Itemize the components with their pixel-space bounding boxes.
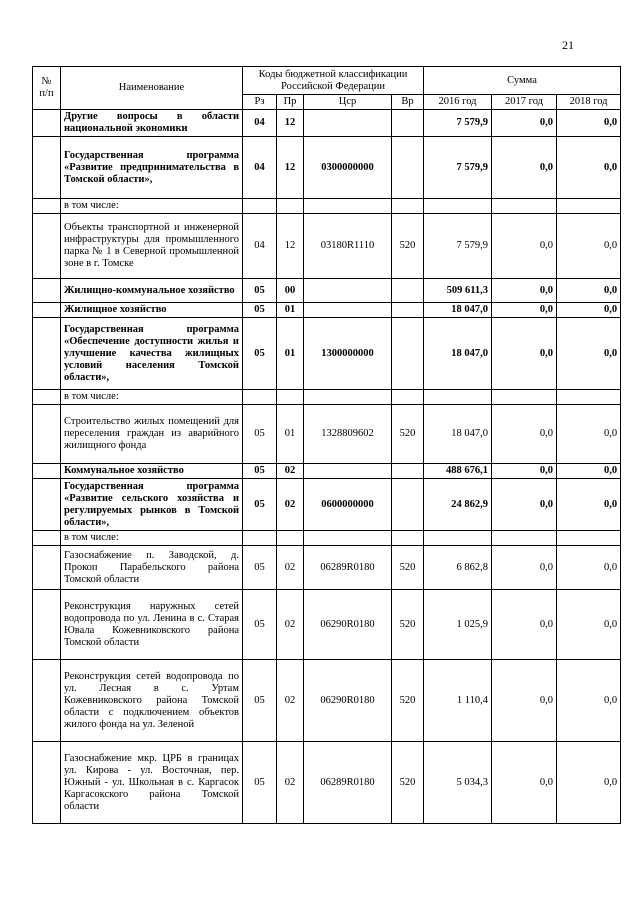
row-rz: 05 xyxy=(243,742,277,824)
row-sum-2016: 7 579,9 xyxy=(424,214,492,279)
row-rz xyxy=(243,531,277,546)
row-sum-2018: 0,0 xyxy=(557,546,621,590)
row-rz: 05 xyxy=(243,590,277,660)
row-sum-2017: 0,0 xyxy=(492,590,557,660)
row-vr: 520 xyxy=(392,590,424,660)
row-num xyxy=(33,405,61,464)
row-sum-2017 xyxy=(492,390,557,405)
row-csr xyxy=(304,279,392,303)
table-row xyxy=(33,279,621,303)
row-sum-2016: 24 862,9 xyxy=(424,479,492,531)
row-vr xyxy=(392,279,424,303)
row-sum-2018: 0,0 xyxy=(557,110,621,137)
row-sum-2017 xyxy=(492,531,557,546)
row-name: Государственная программа «Обеспечение доступности жилья и улучшение качества жилищных условий населения Томской области», xyxy=(61,318,243,390)
table-row xyxy=(33,464,621,479)
row-name: Строительство жилых помещений для переселения граждан из аварийного жилищного фонда xyxy=(61,405,243,464)
row-rz: 05 xyxy=(243,279,277,303)
header-name: Наименование xyxy=(61,67,243,110)
table-row xyxy=(33,479,621,531)
header-csr: Цср xyxy=(304,95,392,110)
row-rz: 05 xyxy=(243,660,277,742)
row-pr: 00 xyxy=(277,279,304,303)
table-row xyxy=(33,546,621,590)
row-csr: 06290R0180 xyxy=(304,590,392,660)
row-sum-2017: 0,0 xyxy=(492,279,557,303)
table-row xyxy=(33,214,621,279)
budget-table xyxy=(32,66,621,824)
row-sum-2016: 488 676,1 xyxy=(424,464,492,479)
table-row xyxy=(33,660,621,742)
header-sum: Сумма xyxy=(424,67,621,95)
row-num xyxy=(33,660,61,742)
row-name: Государственная программа «Развитие сельского хозяйства и регулируемых рынков в Томской области», xyxy=(61,479,243,531)
row-sum-2016: 5 034,3 xyxy=(424,742,492,824)
row-sum-2018: 0,0 xyxy=(557,590,621,660)
row-rz: 05 xyxy=(243,303,277,318)
row-sum-2017: 0,0 xyxy=(492,214,557,279)
row-sum-2018: 0,0 xyxy=(557,303,621,318)
row-vr xyxy=(392,199,424,214)
row-num xyxy=(33,303,61,318)
row-sum-2018 xyxy=(557,531,621,546)
row-sum-2017: 0,0 xyxy=(492,405,557,464)
table-row xyxy=(33,590,621,660)
row-num xyxy=(33,110,61,137)
row-sum-2017: 0,0 xyxy=(492,546,557,590)
row-vr xyxy=(392,318,424,390)
row-sum-2016 xyxy=(424,531,492,546)
row-sum-2018: 0,0 xyxy=(557,214,621,279)
row-sum-2018 xyxy=(557,390,621,405)
row-pr: 12 xyxy=(277,137,304,199)
row-sum-2016 xyxy=(424,390,492,405)
row-sum-2016: 6 862,8 xyxy=(424,546,492,590)
row-csr xyxy=(304,110,392,137)
row-num xyxy=(33,464,61,479)
row-sum-2016: 1 110,4 xyxy=(424,660,492,742)
row-pr xyxy=(277,199,304,214)
row-rz xyxy=(243,199,277,214)
table-body xyxy=(33,110,621,824)
row-csr: 03180R1110 xyxy=(304,214,392,279)
row-num xyxy=(33,546,61,590)
row-num xyxy=(33,742,61,824)
row-sum-2017: 0,0 xyxy=(492,110,557,137)
row-vr xyxy=(392,479,424,531)
row-num xyxy=(33,137,61,199)
row-vr xyxy=(392,137,424,199)
table-row xyxy=(33,318,621,390)
row-num xyxy=(33,479,61,531)
row-sum-2016: 509 611,3 xyxy=(424,279,492,303)
row-sum-2018: 0,0 xyxy=(557,279,621,303)
row-csr xyxy=(304,303,392,318)
row-pr: 02 xyxy=(277,660,304,742)
row-num xyxy=(33,318,61,390)
row-sum-2017: 0,0 xyxy=(492,464,557,479)
row-vr xyxy=(392,303,424,318)
row-vr: 520 xyxy=(392,660,424,742)
row-pr: 02 xyxy=(277,546,304,590)
row-name: Государственная программа «Развитие предпринимательства в Томской области», xyxy=(61,137,243,199)
row-csr xyxy=(304,199,392,214)
row-num xyxy=(33,531,61,546)
header-codes: Коды бюджетной классификации Российской Федерации xyxy=(243,67,424,95)
row-rz: 04 xyxy=(243,137,277,199)
table-row xyxy=(33,405,621,464)
table-row xyxy=(33,531,621,546)
row-sum-2017: 0,0 xyxy=(492,318,557,390)
row-pr: 02 xyxy=(277,590,304,660)
row-num xyxy=(33,390,61,405)
row-sum-2016: 1 025,9 xyxy=(424,590,492,660)
row-pr: 02 xyxy=(277,742,304,824)
row-pr: 12 xyxy=(277,214,304,279)
row-csr xyxy=(304,390,392,405)
row-rz: 05 xyxy=(243,479,277,531)
row-pr: 01 xyxy=(277,318,304,390)
row-csr: 1300000000 xyxy=(304,318,392,390)
row-name: в том числе: xyxy=(61,531,243,546)
row-sum-2016: 7 579,9 xyxy=(424,110,492,137)
row-csr: 1328809602 xyxy=(304,405,392,464)
table-row xyxy=(33,303,621,318)
row-name: Реконструкция сетей водопровода по ул. Лесная в с. Уртам Кожевниковского района Томской области с подключением объектов жилого фонда на ул. Зеленой xyxy=(61,660,243,742)
row-sum-2016: 18 047,0 xyxy=(424,405,492,464)
row-vr xyxy=(392,464,424,479)
row-name: Другие вопросы в области национальной экономики xyxy=(61,110,243,137)
row-rz: 05 xyxy=(243,405,277,464)
row-name: Жилищно-коммунальное хозяйство xyxy=(61,279,243,303)
row-vr: 520 xyxy=(392,742,424,824)
table-row xyxy=(33,110,621,137)
row-pr: 01 xyxy=(277,303,304,318)
row-pr: 02 xyxy=(277,479,304,531)
row-rz: 04 xyxy=(243,214,277,279)
row-vr xyxy=(392,390,424,405)
row-name: Объекты транспортной и инженерной инфраструктуры для промышленного парка № 1 в Северной промышленной зоне в г. Томске xyxy=(61,214,243,279)
row-sum-2018: 0,0 xyxy=(557,742,621,824)
row-name: Коммунальное хозяйство xyxy=(61,464,243,479)
row-csr xyxy=(304,531,392,546)
row-vr: 520 xyxy=(392,405,424,464)
row-sum-2017: 0,0 xyxy=(492,742,557,824)
table-row xyxy=(33,390,621,405)
header-2016: 2016 год xyxy=(424,95,492,110)
row-pr: 02 xyxy=(277,464,304,479)
row-name: Газоснабжение п. Заводской, д. Прокоп Парабельского района Томской области xyxy=(61,546,243,590)
row-pr xyxy=(277,531,304,546)
row-num xyxy=(33,214,61,279)
row-csr: 0600000000 xyxy=(304,479,392,531)
row-num xyxy=(33,279,61,303)
header-num: № п/п xyxy=(33,67,61,110)
row-sum-2016: 18 047,0 xyxy=(424,303,492,318)
row-rz: 05 xyxy=(243,546,277,590)
row-sum-2018: 0,0 xyxy=(557,660,621,742)
row-csr: 06289R0180 xyxy=(304,742,392,824)
row-sum-2018: 0,0 xyxy=(557,318,621,390)
row-vr xyxy=(392,110,424,137)
row-csr: 06289R0180 xyxy=(304,546,392,590)
row-sum-2018: 0,0 xyxy=(557,464,621,479)
row-sum-2017: 0,0 xyxy=(492,137,557,199)
row-rz: 05 xyxy=(243,318,277,390)
row-pr: 01 xyxy=(277,405,304,464)
row-sum-2018 xyxy=(557,199,621,214)
header-rz: Рз xyxy=(243,95,277,110)
row-sum-2017: 0,0 xyxy=(492,479,557,531)
row-name: Жилищное хозяйство xyxy=(61,303,243,318)
row-pr: 12 xyxy=(277,110,304,137)
table-row xyxy=(33,199,621,214)
header-vr: Вр xyxy=(392,95,424,110)
row-sum-2017 xyxy=(492,199,557,214)
row-sum-2017: 0,0 xyxy=(492,660,557,742)
row-name: в том числе: xyxy=(61,390,243,405)
row-pr xyxy=(277,390,304,405)
row-vr xyxy=(392,531,424,546)
header-2018: 2018 год xyxy=(557,95,621,110)
page-number: 21 xyxy=(562,38,574,52)
row-csr xyxy=(304,464,392,479)
row-rz xyxy=(243,390,277,405)
row-num xyxy=(33,590,61,660)
row-rz: 05 xyxy=(243,464,277,479)
row-sum-2016: 18 047,0 xyxy=(424,318,492,390)
row-num xyxy=(33,199,61,214)
table-row xyxy=(33,137,621,199)
row-sum-2018: 0,0 xyxy=(557,137,621,199)
table-row xyxy=(33,742,621,824)
row-name: Газоснабжение мкр. ЦРБ в границах ул. Кирова - ул. Восточная, пер. Южный - ул. Школьная в с. Каргасок Каргасокского района Томской области xyxy=(61,742,243,824)
row-csr: 0300000000 xyxy=(304,137,392,199)
row-vr: 520 xyxy=(392,214,424,279)
row-sum-2017: 0,0 xyxy=(492,303,557,318)
table-header xyxy=(33,67,621,110)
row-sum-2018: 0,0 xyxy=(557,479,621,531)
row-sum-2016 xyxy=(424,199,492,214)
header-pr: Пр xyxy=(277,95,304,110)
row-rz: 04 xyxy=(243,110,277,137)
row-csr: 06290R0180 xyxy=(304,660,392,742)
row-name: Реконструкция наружных сетей водопровода по ул. Ленина в с. Старая Ювала Кожевниковского района Томской области xyxy=(61,590,243,660)
row-sum-2018: 0,0 xyxy=(557,405,621,464)
row-sum-2016: 7 579,9 xyxy=(424,137,492,199)
row-name: в том числе: xyxy=(61,199,243,214)
header-2017: 2017 год xyxy=(492,95,557,110)
row-vr: 520 xyxy=(392,546,424,590)
